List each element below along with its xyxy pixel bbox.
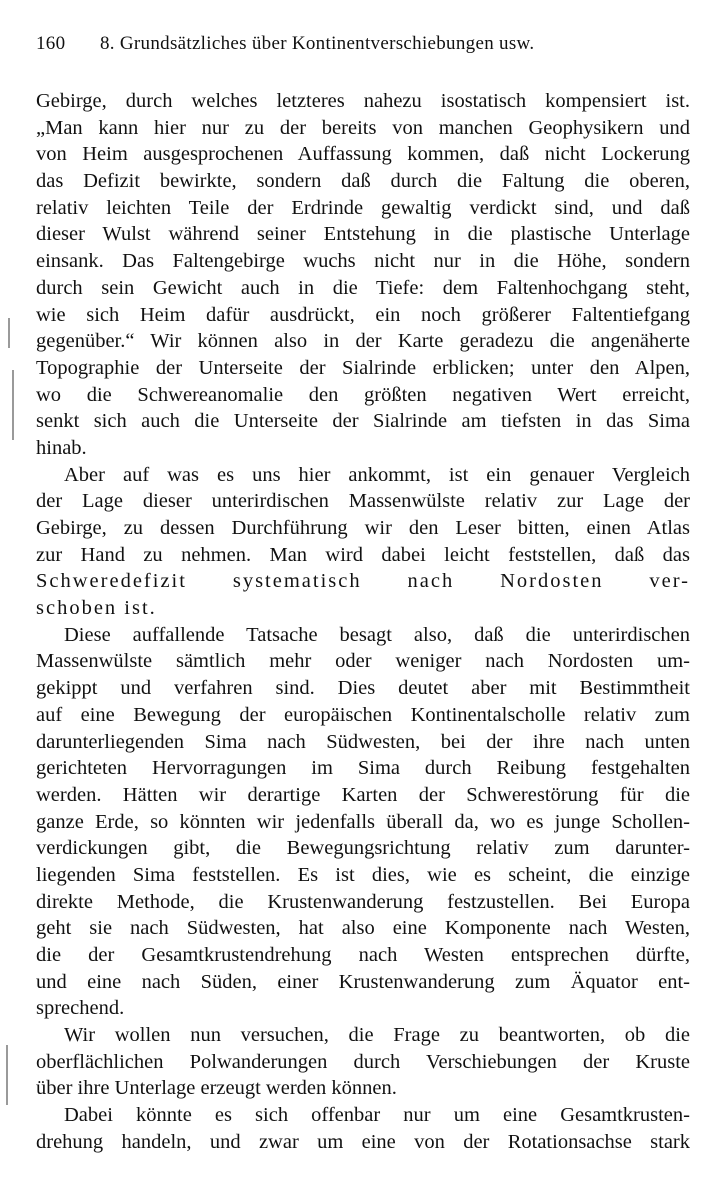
text-line: gegenüber.“ Wir können also in der Karte geradezu die angenäherte xyxy=(36,330,690,353)
text-line: liegenden Sima feststellen. Es ist dies, wie es scheint, die einzige xyxy=(36,863,690,886)
text-line: geht sie nach Südwesten, hat also eine Komponente nach Westen, xyxy=(36,917,690,940)
text-line: die der Gesamtkrustendrehung nach Westen entsprechen dürfte, xyxy=(36,944,690,966)
text-line: hinab. xyxy=(36,436,87,459)
text-line: oberflächlichen Polwanderungen durch Verschiebungen der Kruste xyxy=(36,1050,690,1073)
text-line: dieser Wulst während seiner Entstehung in die plastische Unterlage xyxy=(36,223,690,246)
text-line: Schweredefizit systematisch nach Nordosten ver- xyxy=(36,570,690,593)
body-text xyxy=(36,88,690,1156)
text-line: darunterliegenden Sima nach Südwesten, bei der ihre nach unten xyxy=(36,730,690,753)
text-line: verdickungen gibt, die Bewegungsrichtung relativ zum darunter- xyxy=(36,837,690,860)
page-number: 160 xyxy=(36,33,66,54)
text-line: Massenwülste sämtlich mehr oder weniger nach Nordosten um- xyxy=(36,650,690,673)
page-header xyxy=(36,30,656,58)
margin-pencil-mark xyxy=(12,370,14,440)
text-line: das Defizit bewirkte, sondern daß durch die Faltung die oberen, xyxy=(36,170,690,193)
text-line: Topographie der Unterseite der Sialrinde erblicken; unter den Alpen, xyxy=(36,356,690,379)
text-line: Dabei könnte es sich offenbar nur um eine Gesamtkrusten- xyxy=(64,1104,690,1127)
text-line: Wir wollen nun versuchen, die Frage zu beantworten, ob die xyxy=(64,1024,690,1047)
text-line: und eine nach Süden, einer Krustenwanderung zum Äquator ent- xyxy=(36,970,690,993)
text-line: ganze Erde, so könnten wir jedenfalls überall da, wo es junge Schollen- xyxy=(36,810,690,833)
text-line: einsank. Das Faltengebirge wuchs nicht nur in die Höhe, sondern xyxy=(36,250,690,273)
text-line: „Man kann hier nur zu der bereits von manchen Geophysikern und xyxy=(36,116,690,139)
text-line: sprechend. xyxy=(36,997,125,1020)
text-line: drehung handeln, und zwar um eine von der Rotationsachse stark xyxy=(36,1130,690,1153)
text-line: wie sich Heim dafür ausdrückt, ein noch größerer Faltentiefgang xyxy=(36,303,690,326)
text-line: schoben ist. xyxy=(36,597,157,620)
running-title: 8. Grundsätzliches über Kontinentverschiebungen usw. xyxy=(100,33,535,54)
text-line: werden. Hätten wir derartige Karten der Schwerestörung für die xyxy=(36,783,690,806)
text-line: auf eine Bewegung der europäischen Kontinentalscholle relativ zum xyxy=(36,703,690,726)
text-line: wo die Schwereanomalie den größten negativen Wert erreicht, xyxy=(36,383,690,406)
text-line: Gebirge, durch welches letzteres nahezu isostatisch kompensiert ist. xyxy=(36,90,690,112)
text-line: zur Hand zu nehmen. Man wird dabei leicht feststellen, daß das xyxy=(36,543,690,566)
text-line: gerichteten Hervorragungen im Sima durch Reibung festgehalten xyxy=(36,757,690,780)
text-line: senkt sich auch die Unterseite der Sialrinde am tiefsten in das Sima xyxy=(36,410,690,433)
text-line: von Heim ausgesprochenen Auffassung kommen, daß nicht Lockerung xyxy=(36,143,690,166)
text-line: durch sein Gewicht auch in die Tiefe: dem Faltenhochgang steht, xyxy=(36,276,690,299)
text-line: direkte Methode, die Krustenwanderung festzustellen. Bei Europa xyxy=(36,890,690,913)
text-line: der Lage dieser unterirdischen Massenwülste relativ zur Lage der xyxy=(36,490,690,513)
margin-pencil-mark xyxy=(6,1045,8,1105)
text-line: relativ leichten Teile der Erdrinde gewaltig verdickt sind, und daß xyxy=(36,196,690,219)
text-line: Diese auffallende Tatsache besagt also, daß die unterirdischen xyxy=(64,623,690,646)
text-line: über ihre Unterlage erzeugt werden können. xyxy=(36,1077,397,1100)
margin-pencil-mark xyxy=(8,318,10,348)
text-line: gekippt und verfahren sind. Dies deutet aber mit Bestimmtheit xyxy=(36,677,690,700)
text-line: Gebirge, zu dessen Durchführung wir den Leser bitten, einen Atlas xyxy=(36,517,690,539)
text-line: Aber auf was es uns hier ankommt, ist ein genauer Vergleich xyxy=(64,463,690,486)
